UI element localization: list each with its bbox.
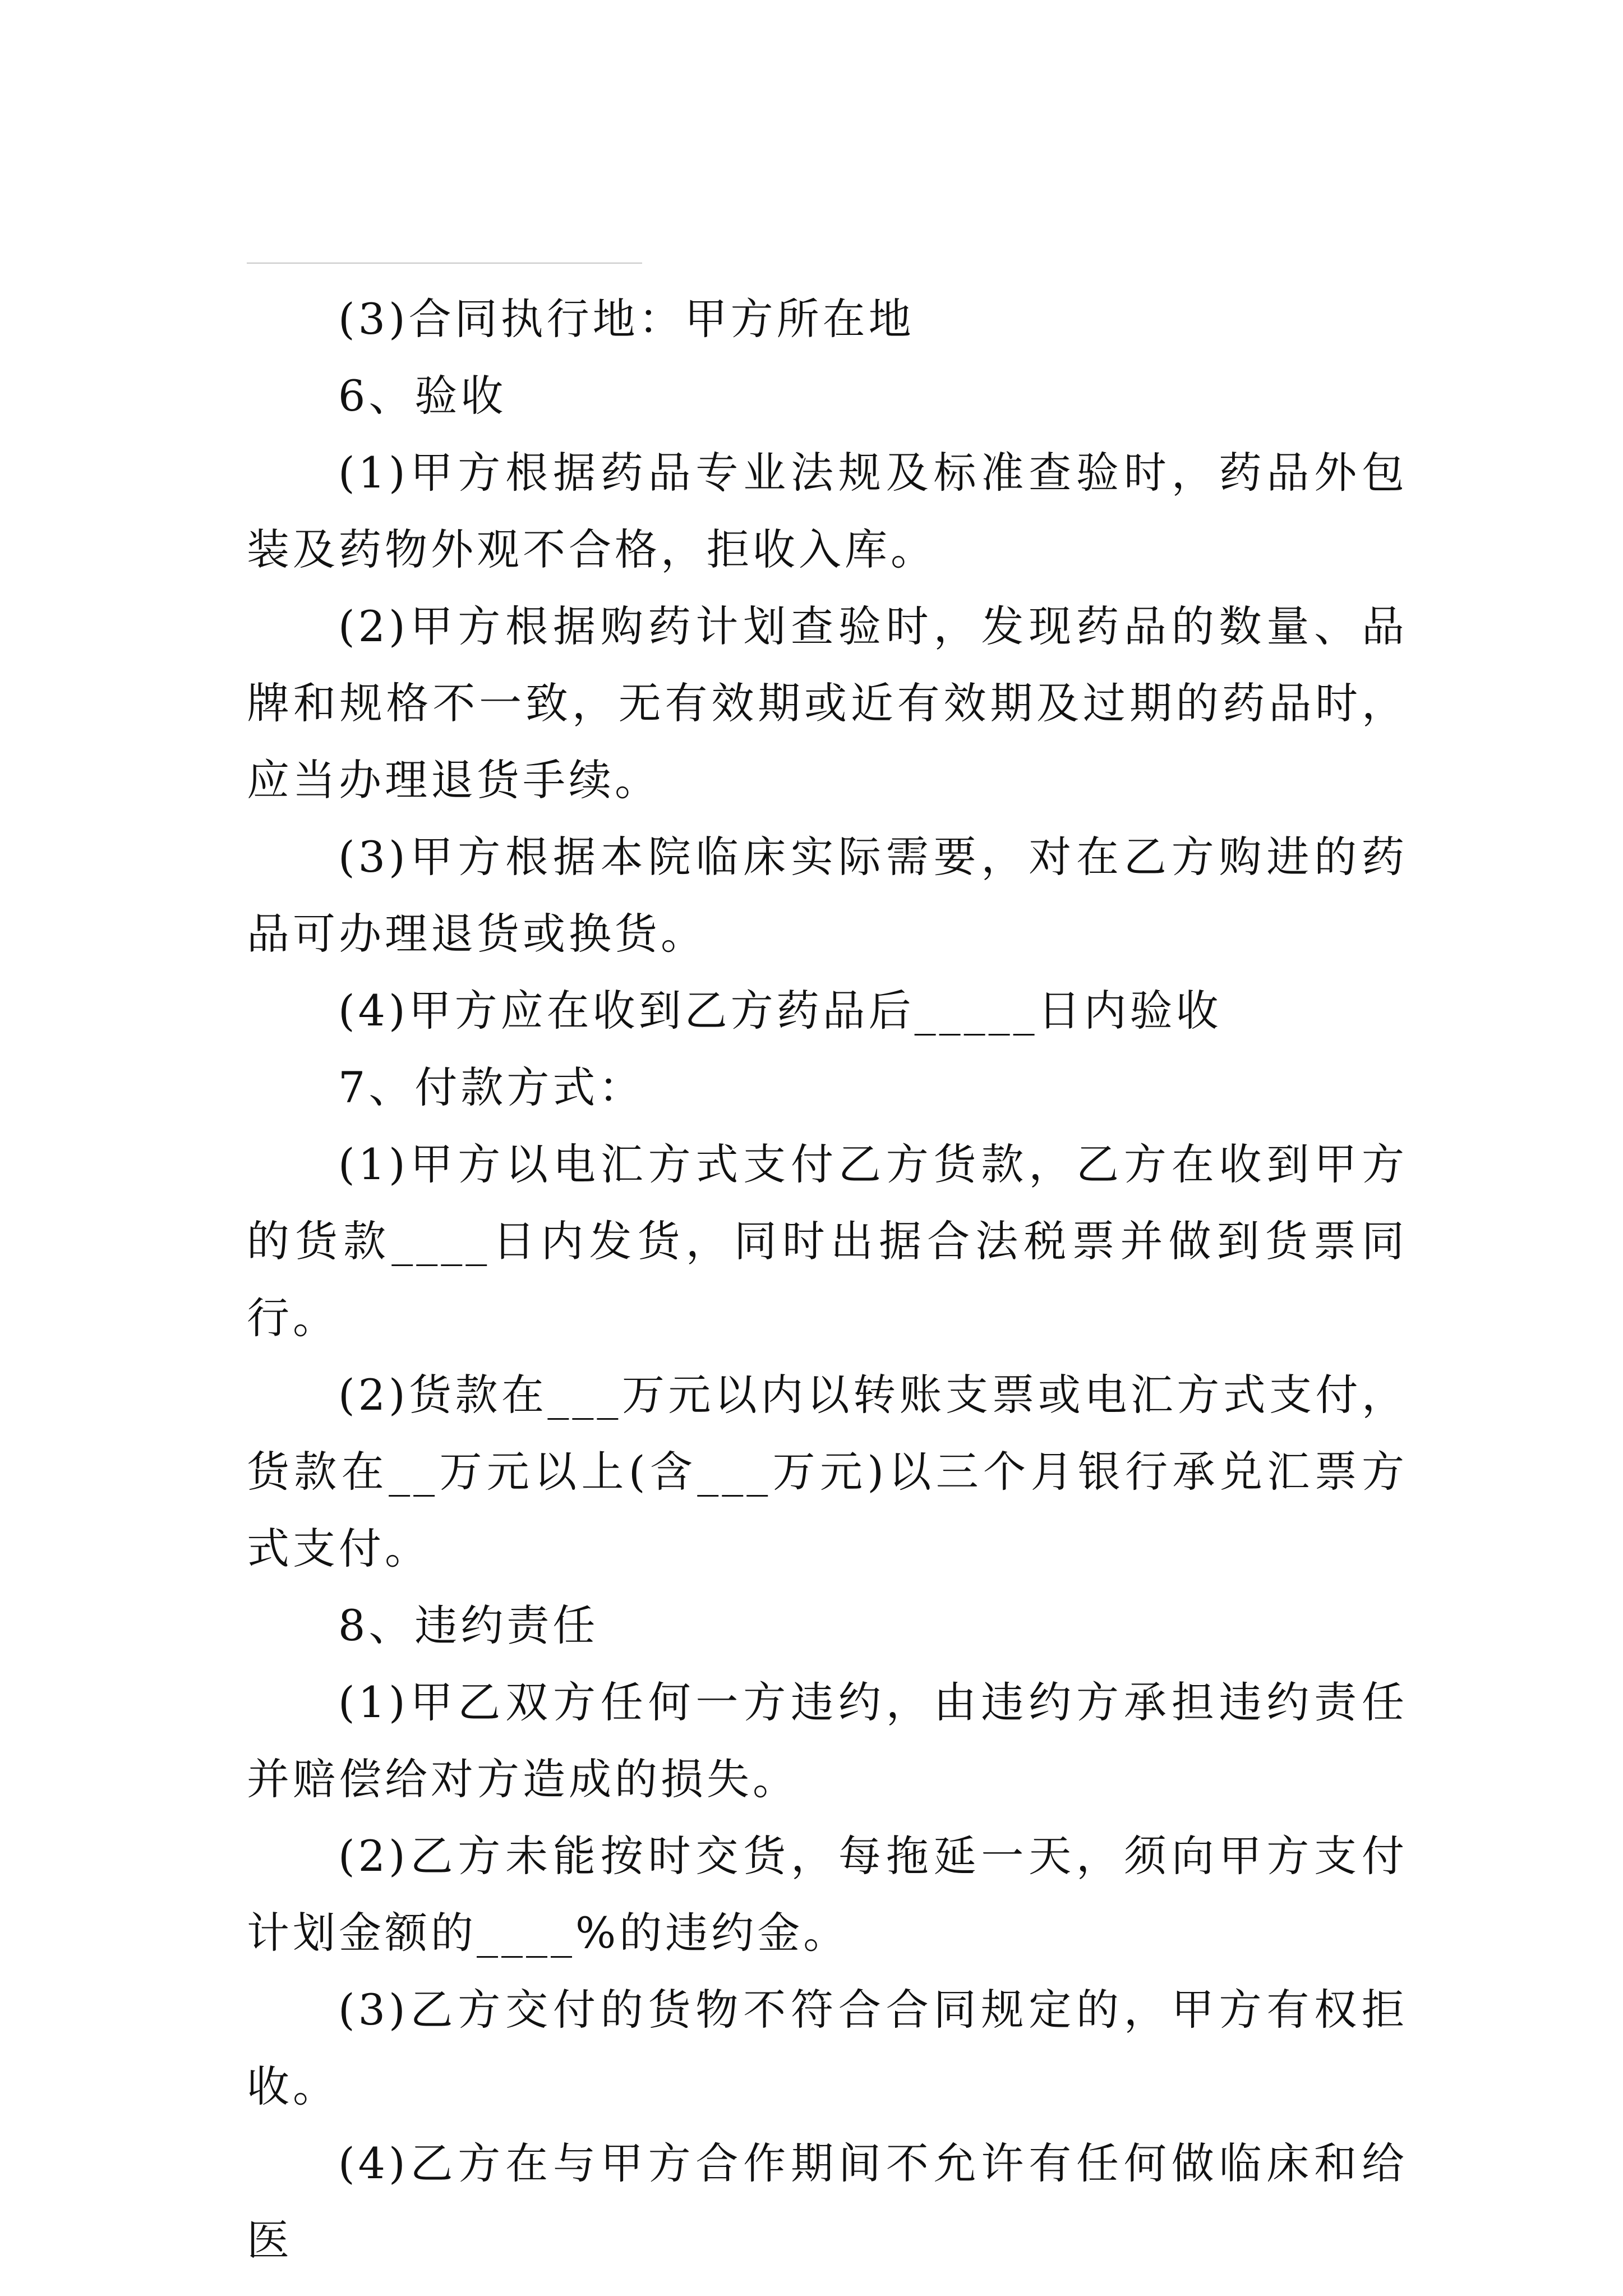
section-7-heading: 7、付款方式： xyxy=(338,1062,645,1112)
clause-3-execution-place: (3)合同执行地：甲方所在地 xyxy=(338,294,915,344)
clause-8-1: (1)甲乙双方任何一方违约，由违约方承担违约责任并赔偿给对方造成的损失。 xyxy=(247,1677,1408,1804)
header-divider xyxy=(247,263,642,264)
clause-6-2: (2)甲方根据购药计划查验时，发现药品的数量、品牌和规格不一致，无有效期或近有效期及过期的药品时，应当办理退货手续。 xyxy=(247,601,1408,805)
clause-8-3: (3)乙方交付的货物不符合合同规定的，甲方有权拒收。 xyxy=(247,1985,1408,2111)
clause-8-2: (2)乙方未能按时交货，每拖延一天，须向甲方支付计划金额的____%的违约金。 xyxy=(247,1831,1408,1958)
section-6-heading: 6、验收 xyxy=(338,371,507,421)
clause-7-1: (1)甲方以电汇方式支付乙方货款，乙方在收到甲方的货款____日内发货，同时出据合法税票并做到货票同行。 xyxy=(247,1139,1408,1343)
document-body xyxy=(247,280,1408,2279)
clause-7-2: (2)货款在___万元以内以转账支票或电汇方式支付，货款在__万元以上(含___万元)以三个月银行承兑汇票方式支付。 xyxy=(247,1370,1408,1573)
clause-6-1: (1)甲方根据药品专业法规及标准查验时，药品外包装及药物外观不合格，拒收入库。 xyxy=(247,448,1408,574)
clause-6-4: (4)甲方应在收到乙方药品后_____日内验收 xyxy=(338,986,1222,1036)
clause-6-3: (3)甲方根据本院临床实际需要，对在乙方购进的药品可办理退货或换货。 xyxy=(247,832,1408,959)
clause-8-4: (4)乙方在与甲方合作期间不允许有任何做临床和给医 xyxy=(247,2138,1408,2265)
section-8-heading: 8、违约责任 xyxy=(338,1600,599,1650)
